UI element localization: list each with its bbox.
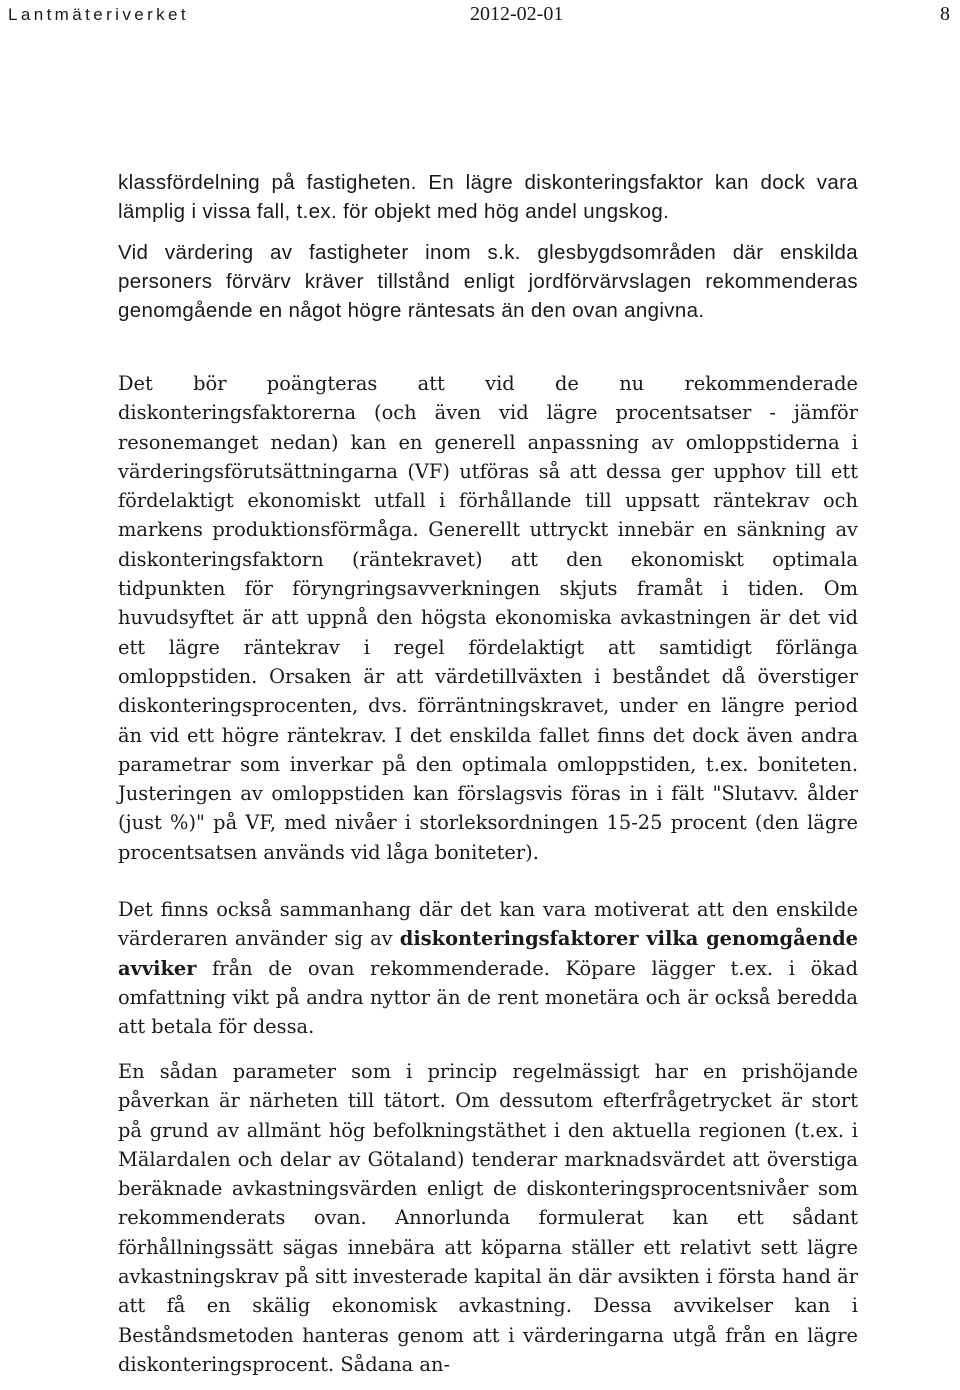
paragraph-text-end: från de ovan rekommenderade. Köpare lägger t.ex. i ökad omfattning vikt på andra nyttor än de rent monetära och är också beredda att betala för dessa. bbox=[118, 956, 858, 1039]
document-date: 2012-02-01 bbox=[470, 3, 564, 25]
paragraph-discount-factor-note: klassfördelning på fastigheten. En lägre diskonteringsfaktor kan dock vara lämplig i vissa fall, t.ex. för objekt med hög andel ungskog. bbox=[118, 171, 858, 223]
emphasized-phrase: diskonteringsfaktorer vilka genomgående avviker bbox=[118, 927, 859, 980]
organization-name: Lantmäteriverket bbox=[8, 5, 190, 24]
paragraph-urban-proximity: En sådan parameter som i princip regelmässigt har en prishöjande påverkan är närheten till tätort. Om dessutom efterfrågetrycket är stort på grund av allmänt hög befolkningstäthet i den aktuella regionen (t.ex. i Mälardalen och delar av Götaland) tenderar marknadsvärdet att överstiga beräknade avkastningsvärden enligt de diskonteringsprocentsnivåer som rekommenderats ovan. Annorlunda formulerat kan ett sådant förhållningssätt sägas innebära att köparna ställer ett relativt sett lägre avkastningskrav på sitt investerade kapital än där avsikten i första hand är att få en skälig ekonomisk avkastning. Dessa avvikelser kan i Beståndsmetoden hanteras genom att i värderingarna utgå från en lägre diskonteringsprocent. Sådana an- bbox=[118, 1060, 858, 1376]
paragraph-text-start: Det finns också sammanhang där det kan vara motiverat att den enskilde värderaren använder sig av bbox=[118, 898, 858, 951]
paragraph-rotation-adjustment: Det bör poängteras att vid de nu rekommenderade diskonteringsfaktorerna (och även vid lägre procentsatser - jämför resonemanget nedan) kan en generell anpassning av omloppstiderna i värderingsförutsättningarna (VF) utföras så att dessa ger upphov till ett fördelaktigt ekonomiskt utfall i förhållande till uppsatt räntekrav och markens produktionsförmåga. Generellt uttryckt innebär en sänkning av diskonteringsfaktorn (räntekravet) att den ekonomiskt optimala tidpunkten för föryngringsavverkningen skjuts framåt i tiden. Om huvudsyftet är att uppnå den högsta ekonomiska avkastningen är det vid ett lägre räntekrav i regel fördelaktigt att samtidigt förlänga omloppstiden. Orsaken är att värdetillväxten i beståndet då överstiger diskonteringsprocenten, dvs. förräntningskravet, under en längre period än vid ett högre räntekrav. I det enskilda fallet finns det dock även andra parametrar som inverkar på den optimala omloppstiden, t.ex. boniteten. Justeringen av omloppstiden kan förslagsvis föras in i fält "Slutavv. ålder (just %)" på VF, med nivåer i storleksordningen 15-25 procent (den lägre procentsatsen används vid låga boniteter). bbox=[118, 372, 858, 864]
paragraph-deviating-factors bbox=[118, 895, 858, 1041]
page-number: 8 bbox=[940, 3, 950, 25]
paragraph-rural-areas: Vid värdering av fastigheter inom s.k. glesbygdsområden där enskilda personers förvärv kräver tillstånd enligt jordförvärvslagen rekommenderas genomgående en något högre räntesats än den ovan angivna. bbox=[118, 241, 858, 322]
page-header bbox=[8, 3, 950, 29]
